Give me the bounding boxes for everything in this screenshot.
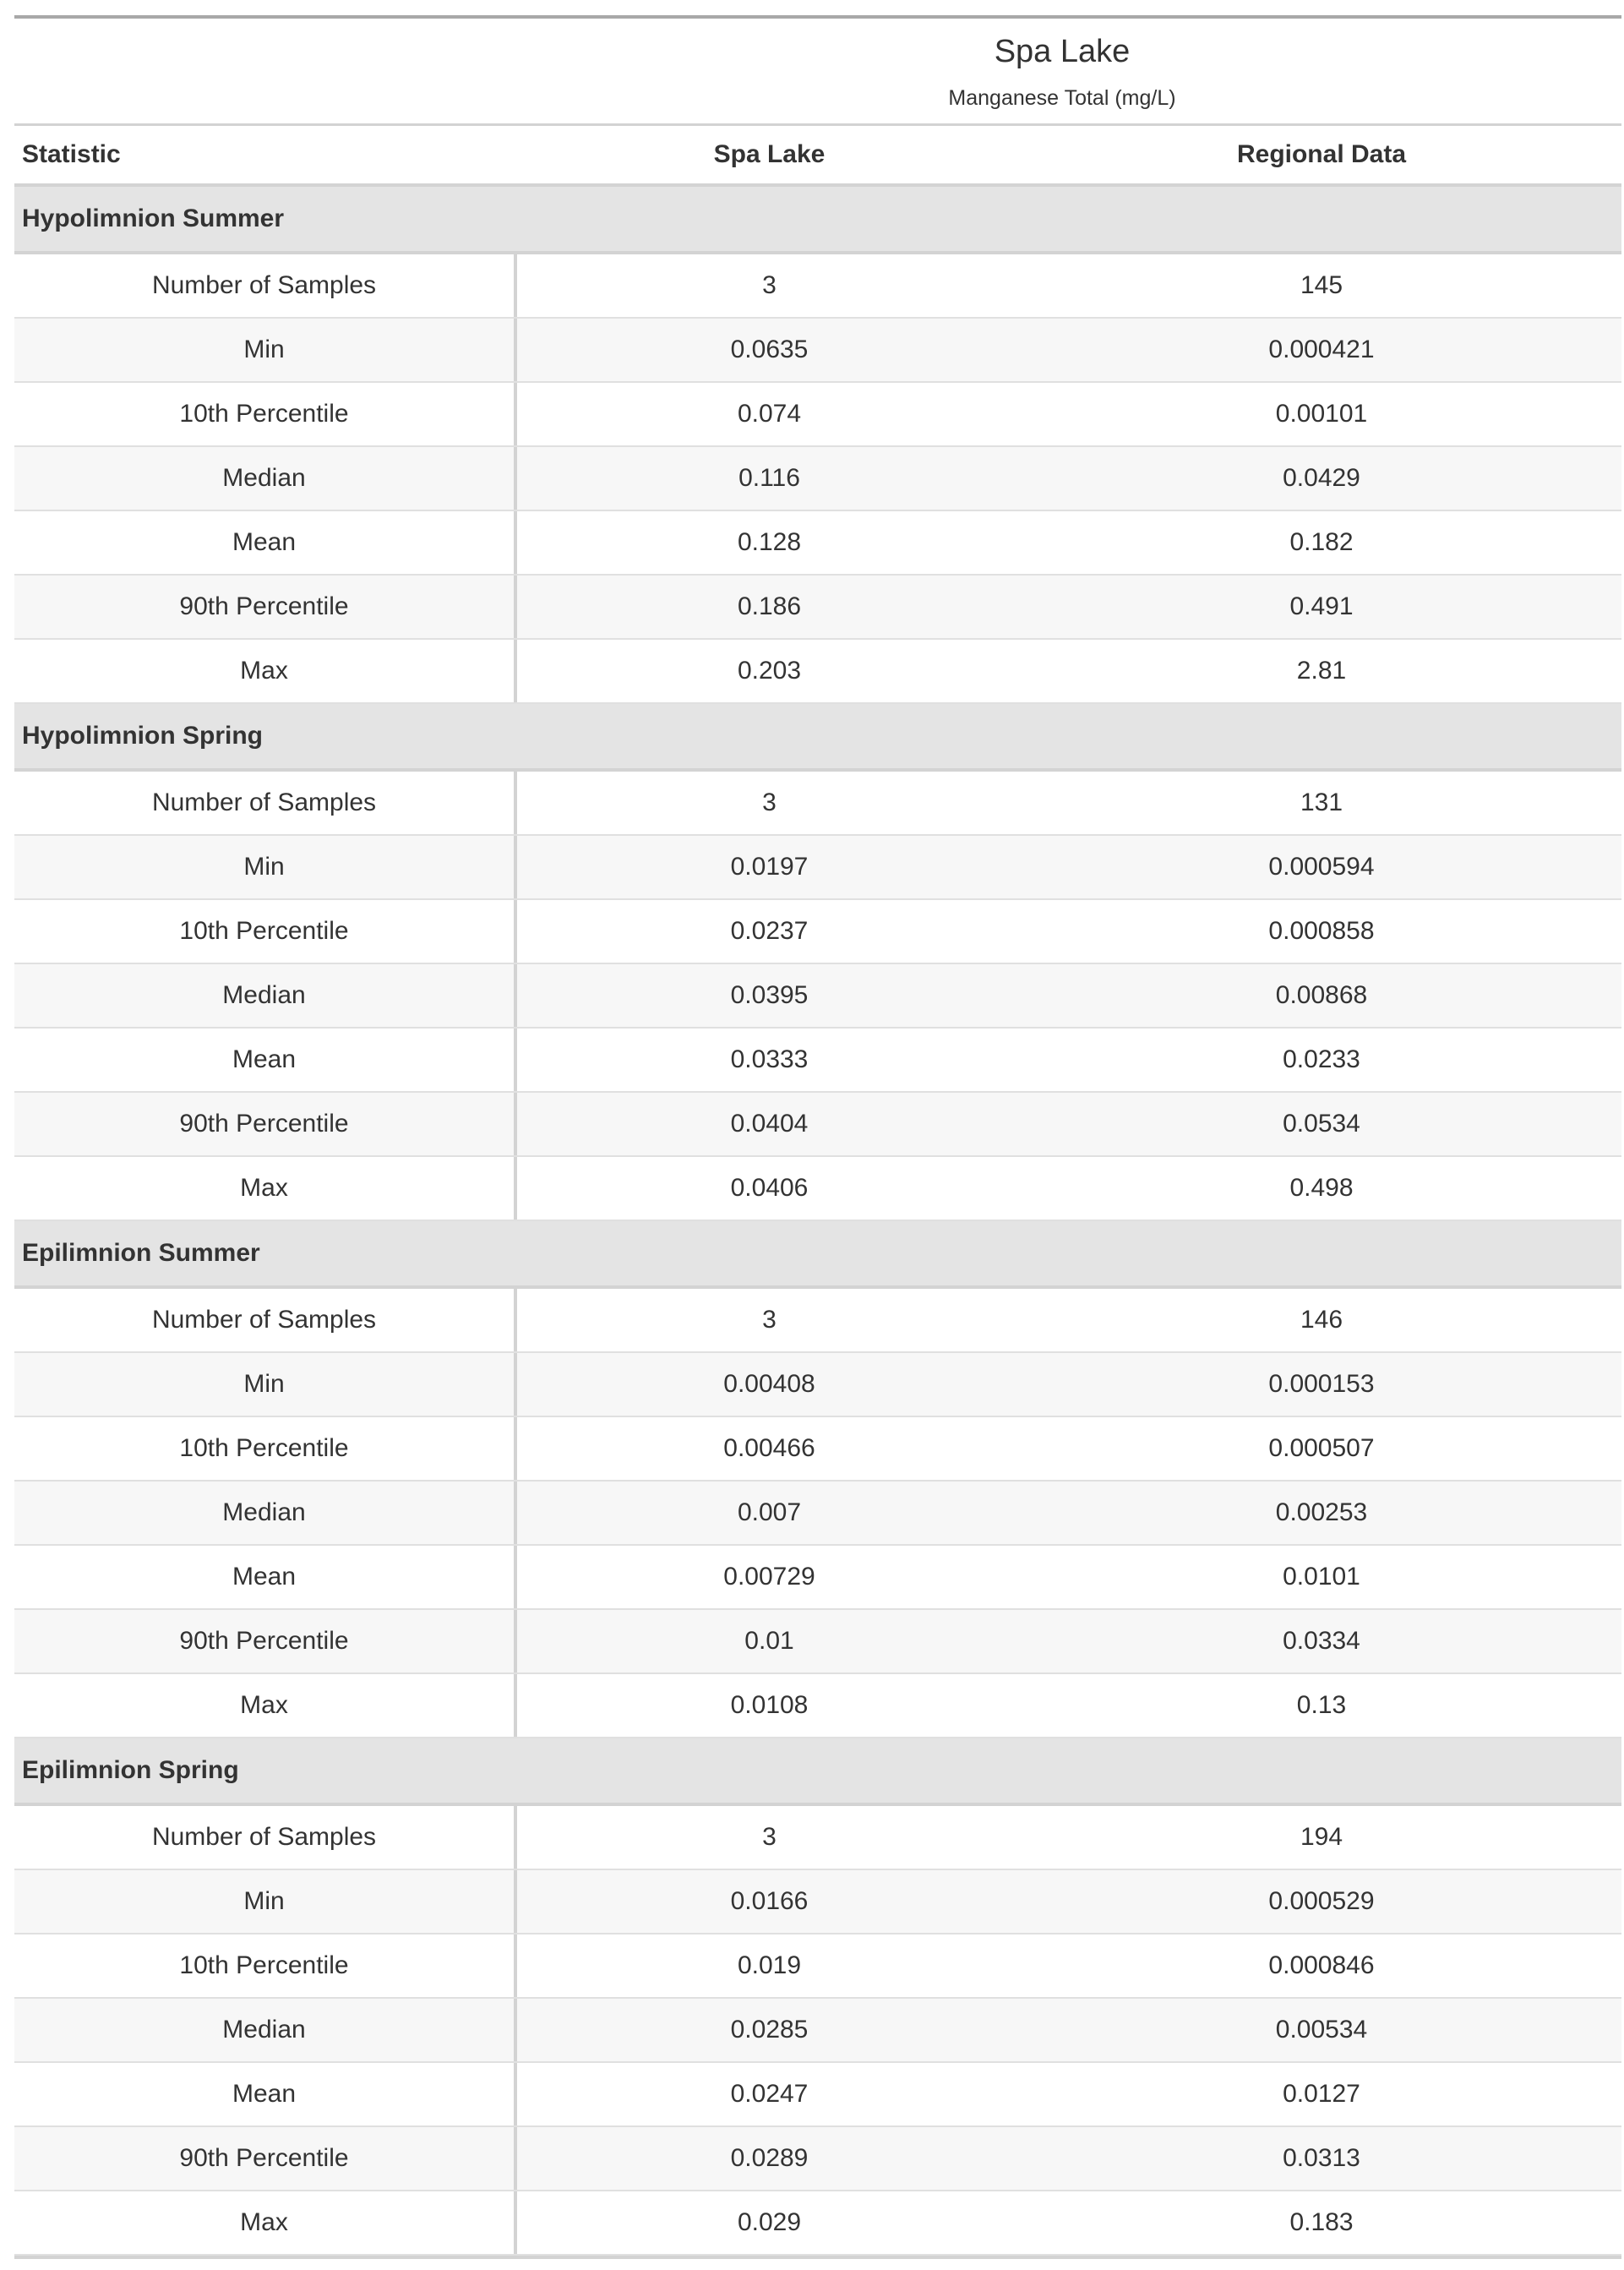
table-row: [14, 1353, 1621, 1417]
statistic-cell: Number of Samples: [14, 772, 517, 834]
regional-data-cell: 0.00253: [1275, 1498, 1368, 1526]
regional-data-cell: 0.000421: [1268, 336, 1375, 363]
statistic-cell: Mean: [14, 2063, 517, 2125]
table-row: [14, 1610, 1621, 1674]
spa-lake-cell: 0.00729: [723, 1563, 815, 1591]
table-row: [14, 383, 1621, 447]
spa-lake-cell: 3: [762, 1823, 777, 1851]
table-row: [14, 319, 1621, 383]
regional-data-cell: 0.000858: [1268, 917, 1375, 945]
spa-lake-cell: 0.128: [737, 528, 802, 556]
spa-lake-cell: 0.0108: [730, 1691, 809, 1719]
regional-data-cell: 0.0334: [1283, 1627, 1360, 1655]
regional-data-cell: 0.0534: [1283, 1110, 1360, 1138]
regional-data-cell: 0.000846: [1268, 1951, 1375, 1979]
table-row: [14, 1870, 1621, 1934]
statistic-cell: Median: [14, 447, 517, 510]
spa-lake-cell: 0.0166: [730, 1887, 809, 1915]
table-row: [14, 900, 1621, 964]
statistic-cell: Min: [14, 319, 517, 381]
spa-lake-cell: 0.203: [737, 657, 802, 685]
statistic-cell: 10th Percentile: [14, 383, 517, 445]
table-title: Spa Lake: [994, 34, 1131, 69]
group-header-row: Epilimnion Summer: [14, 1221, 1621, 1289]
statistic-cell: Max: [14, 1674, 517, 1737]
statistic-cell: Median: [14, 964, 517, 1027]
regional-data-cell: 0.00868: [1275, 981, 1368, 1009]
table-row: [14, 2127, 1621, 2191]
statistic-cell: Mean: [14, 511, 517, 574]
statistic-cell: 90th Percentile: [14, 576, 517, 638]
regional-data-cell: 0.000594: [1268, 853, 1375, 881]
table-row: [14, 1934, 1621, 1999]
column-header-spa-lake: Spa Lake: [713, 140, 826, 168]
table-row: [14, 2063, 1621, 2127]
table-row: [14, 640, 1621, 704]
spa-lake-cell: 0.186: [737, 592, 802, 620]
statistic-cell: Number of Samples: [14, 1289, 517, 1351]
column-header-row: [14, 126, 1621, 187]
table-row: [14, 1999, 1621, 2063]
statistic-cell: Min: [14, 1870, 517, 1933]
table-row: [14, 1029, 1621, 1093]
table-row: [14, 1093, 1621, 1157]
regional-data-cell: 0.13: [1296, 1691, 1347, 1719]
regional-data-cell: 0.498: [1289, 1174, 1354, 1202]
statistic-cell: Median: [14, 1482, 517, 1544]
spa-lake-cell: 3: [762, 1306, 777, 1334]
regional-data-cell: 0.183: [1289, 2208, 1354, 2236]
statistic-cell: Median: [14, 1999, 517, 2061]
regional-data-cell: 2.81: [1296, 657, 1347, 685]
statistic-cell: Max: [14, 2191, 517, 2254]
statistic-cell: Mean: [14, 1546, 517, 1608]
spa-lake-cell: 0.0395: [730, 981, 809, 1009]
spa-lake-cell: 3: [762, 788, 777, 816]
statistic-cell: Max: [14, 640, 517, 702]
column-header-regional-data: Regional Data: [1236, 140, 1407, 168]
spa-lake-cell: 0.01: [744, 1627, 794, 1655]
regional-data-cell: 145: [1300, 271, 1343, 299]
summary-table: [14, 15, 1621, 2259]
table-row: [14, 836, 1621, 900]
spa-lake-cell: 0.0285: [730, 2016, 809, 2044]
spa-lake-cell: 0.0289: [730, 2144, 809, 2172]
spa-lake-cell: 0.029: [737, 2208, 802, 2236]
regional-data-cell: 0.0127: [1283, 2080, 1360, 2108]
table-row: [14, 447, 1621, 511]
group-header-row: Hypolimnion Spring: [14, 704, 1621, 772]
statistic-cell: 90th Percentile: [14, 1093, 517, 1155]
regional-data-cell: 131: [1300, 788, 1343, 816]
regional-data-cell: 0.00534: [1275, 2016, 1368, 2044]
table-row: [14, 254, 1621, 319]
regional-data-cell: 0.182: [1289, 528, 1354, 556]
regional-data-cell: 0.000153: [1268, 1370, 1375, 1398]
spa-lake-cell: 0.0237: [730, 917, 809, 945]
table-row: [14, 964, 1621, 1029]
table-row: [14, 1482, 1621, 1546]
table-row: [14, 1417, 1621, 1482]
spa-lake-cell: 0.019: [737, 1951, 802, 1979]
table-body: [14, 187, 1621, 2256]
table-row: [14, 1546, 1621, 1610]
table-row: [14, 2191, 1621, 2256]
table-row: [14, 576, 1621, 640]
regional-data-cell: 0.0101: [1283, 1563, 1360, 1591]
regional-data-cell: 0.0233: [1283, 1045, 1360, 1073]
statistic-cell: 10th Percentile: [14, 1417, 517, 1480]
statistic-cell: Number of Samples: [14, 254, 517, 317]
regional-data-cell: 0.0429: [1283, 464, 1360, 492]
group-header-row: Hypolimnion Summer: [14, 187, 1621, 254]
table-row: [14, 511, 1621, 576]
table-title-block: [14, 19, 1621, 126]
group-header-row: Epilimnion Spring: [14, 1738, 1621, 1806]
regional-data-cell: 0.491: [1289, 592, 1354, 620]
statistic-cell: Min: [14, 1353, 517, 1416]
spa-lake-cell: 0.0635: [730, 336, 809, 363]
regional-data-cell: 0.0313: [1283, 2144, 1360, 2172]
regional-data-cell: 194: [1300, 1823, 1343, 1851]
spa-lake-cell: 0.0406: [730, 1174, 809, 1202]
regional-data-cell: 0.000507: [1268, 1434, 1375, 1462]
table-subtitle: Manganese Total (mg/L): [948, 86, 1176, 110]
statistic-cell: 10th Percentile: [14, 900, 517, 963]
statistic-cell: Max: [14, 1157, 517, 1220]
spa-lake-cell: 0.00466: [723, 1434, 815, 1462]
statistic-cell: 90th Percentile: [14, 2127, 517, 2190]
spa-lake-cell: 0.00408: [723, 1370, 815, 1398]
table-row: [14, 1674, 1621, 1738]
table-row: [14, 772, 1621, 836]
table-row: [14, 1806, 1621, 1870]
statistic-cell: Number of Samples: [14, 1806, 517, 1869]
regional-data-cell: 146: [1300, 1306, 1343, 1334]
spa-lake-cell: 0.0247: [730, 2080, 809, 2108]
statistic-cell: 10th Percentile: [14, 1934, 517, 1997]
spa-lake-cell: 0.0333: [730, 1045, 809, 1073]
column-header-statistic: Statistic: [22, 140, 121, 168]
statistic-cell: Mean: [14, 1029, 517, 1091]
spa-lake-cell: 3: [762, 271, 777, 299]
spa-lake-cell: 0.116: [738, 464, 800, 492]
spa-lake-cell: 0.0404: [730, 1110, 809, 1138]
spa-lake-cell: 0.007: [737, 1498, 802, 1526]
spa-lake-cell: 0.074: [737, 400, 802, 428]
statistic-cell: Min: [14, 836, 517, 898]
spa-lake-cell: 0.0197: [730, 853, 809, 881]
regional-data-cell: 0.00101: [1275, 400, 1368, 428]
table-row: [14, 1289, 1621, 1353]
table-row: [14, 1157, 1621, 1221]
regional-data-cell: 0.000529: [1268, 1887, 1375, 1915]
table-bottom-rule: [14, 2256, 1621, 2259]
statistic-cell: 90th Percentile: [14, 1610, 517, 1672]
